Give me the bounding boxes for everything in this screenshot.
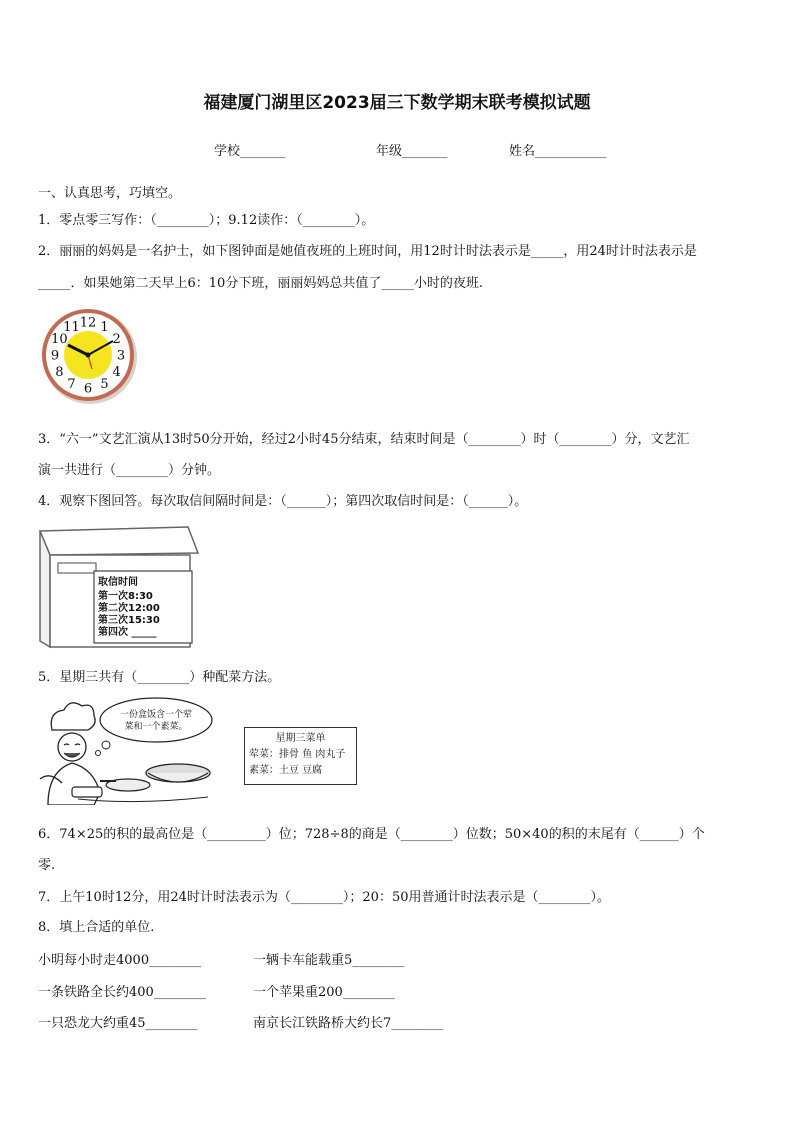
question-2-line-1: 2．丽丽的妈妈是一名护士，如下图钟面是她值夜班的上班时间，用12时计时法表示是_____，用24时计时法表示是: [38, 244, 697, 259]
clock-numeral: 8: [55, 365, 64, 380]
question-5: 5．星期三共有（________）种配菜方法。: [38, 670, 281, 685]
question-6-line-1: 6．74×25的积的最高位是（_________）位；728÷8的商是（________）位数；50×40的积的末尾有（______）个: [38, 827, 705, 842]
mailbox-row-4: 第四次 _____: [98, 627, 157, 638]
question-4: 4．观察下图回答。每次取信间隔时间是：（______）；第四次取信时间是：（______）。: [38, 494, 528, 509]
clock-numeral: 5: [100, 377, 109, 393]
mailbox-heading: 取信时间: [98, 577, 138, 588]
menu-meat: 荤菜：排骨 鱼 肉丸子: [249, 749, 346, 760]
question-1: 1．零点零三写作：（________）；9.12读作：（________）。: [38, 213, 375, 228]
question-2-line-2: _____．如果她第二天早上6：10分下班，丽丽妈妈总共值了_____小时的夜班.: [38, 276, 483, 291]
question-7: 7．上午10时12分，用24时计时法表示为（________）；20：50用普通计时法表示是（________）。: [38, 890, 610, 905]
mailbox-row-1: 第一次8:30: [98, 591, 153, 602]
grade-field: 年级_______: [376, 144, 448, 159]
clock-numeral: 12: [79, 315, 97, 331]
menu-veg: 素菜：土豆 豆腐: [249, 765, 323, 776]
clock-center-pin: [86, 353, 91, 358]
bubble-line-1: 一份盒饭含一个荤: [119, 710, 193, 720]
clock-numeral: 7: [67, 377, 76, 393]
wall-clock-image: [40, 309, 140, 409]
question-6-line-2: 零.: [38, 858, 56, 873]
clock-numeral: 4: [112, 365, 121, 380]
clock-numeral: 11: [63, 319, 80, 335]
q8-item: 南京长江铁路桥大约长7________: [253, 1016, 444, 1031]
clock-numeral: 10: [51, 332, 68, 347]
mailbox-row-2: 第二次12:00: [98, 603, 160, 614]
q8-item: 一个苹果重200________: [253, 985, 395, 1000]
bubble-line-2: 菜和一个素菜。: [124, 722, 188, 732]
q8-item: 一只恐龙大约重45________: [38, 1016, 198, 1031]
name-field: 姓名___________: [509, 144, 607, 159]
menu-title: 星期三菜单: [275, 733, 326, 744]
question-3-line-1: 3．“六一”文艺汇演从13时50分开始，经过2小时45分结束，结束时间是（________）时（________）分，文艺汇: [38, 432, 690, 447]
clock-numeral: 3: [116, 348, 126, 364]
q8-item: 一条铁路全长约400________: [38, 985, 206, 1000]
mailbox-row-3: 第三次15:30: [98, 615, 160, 626]
q8-item: 一辆卡车能载重5________: [253, 953, 405, 968]
page-title: 福建厦门湖里区2023届三下数学期末联考模拟试题: [203, 93, 591, 113]
question-3-line-2: 演一共进行（________）分钟。: [38, 463, 221, 478]
clock-numeral: 6: [83, 381, 93, 397]
school-field: 学校_______: [214, 144, 286, 159]
clock-numeral: 9: [50, 348, 60, 364]
section-heading: 一、认真思考，巧填空。: [38, 186, 182, 201]
mailbox-image: [38, 525, 200, 650]
q8-item: 小明每小时走4000________: [38, 953, 202, 968]
question-8: 8．填上合适的单位.: [38, 920, 155, 935]
chef-illustration: [38, 695, 213, 805]
menu-card: [244, 727, 357, 785]
clock-numeral: 1: [100, 319, 109, 335]
clock-numeral: 2: [112, 332, 121, 347]
